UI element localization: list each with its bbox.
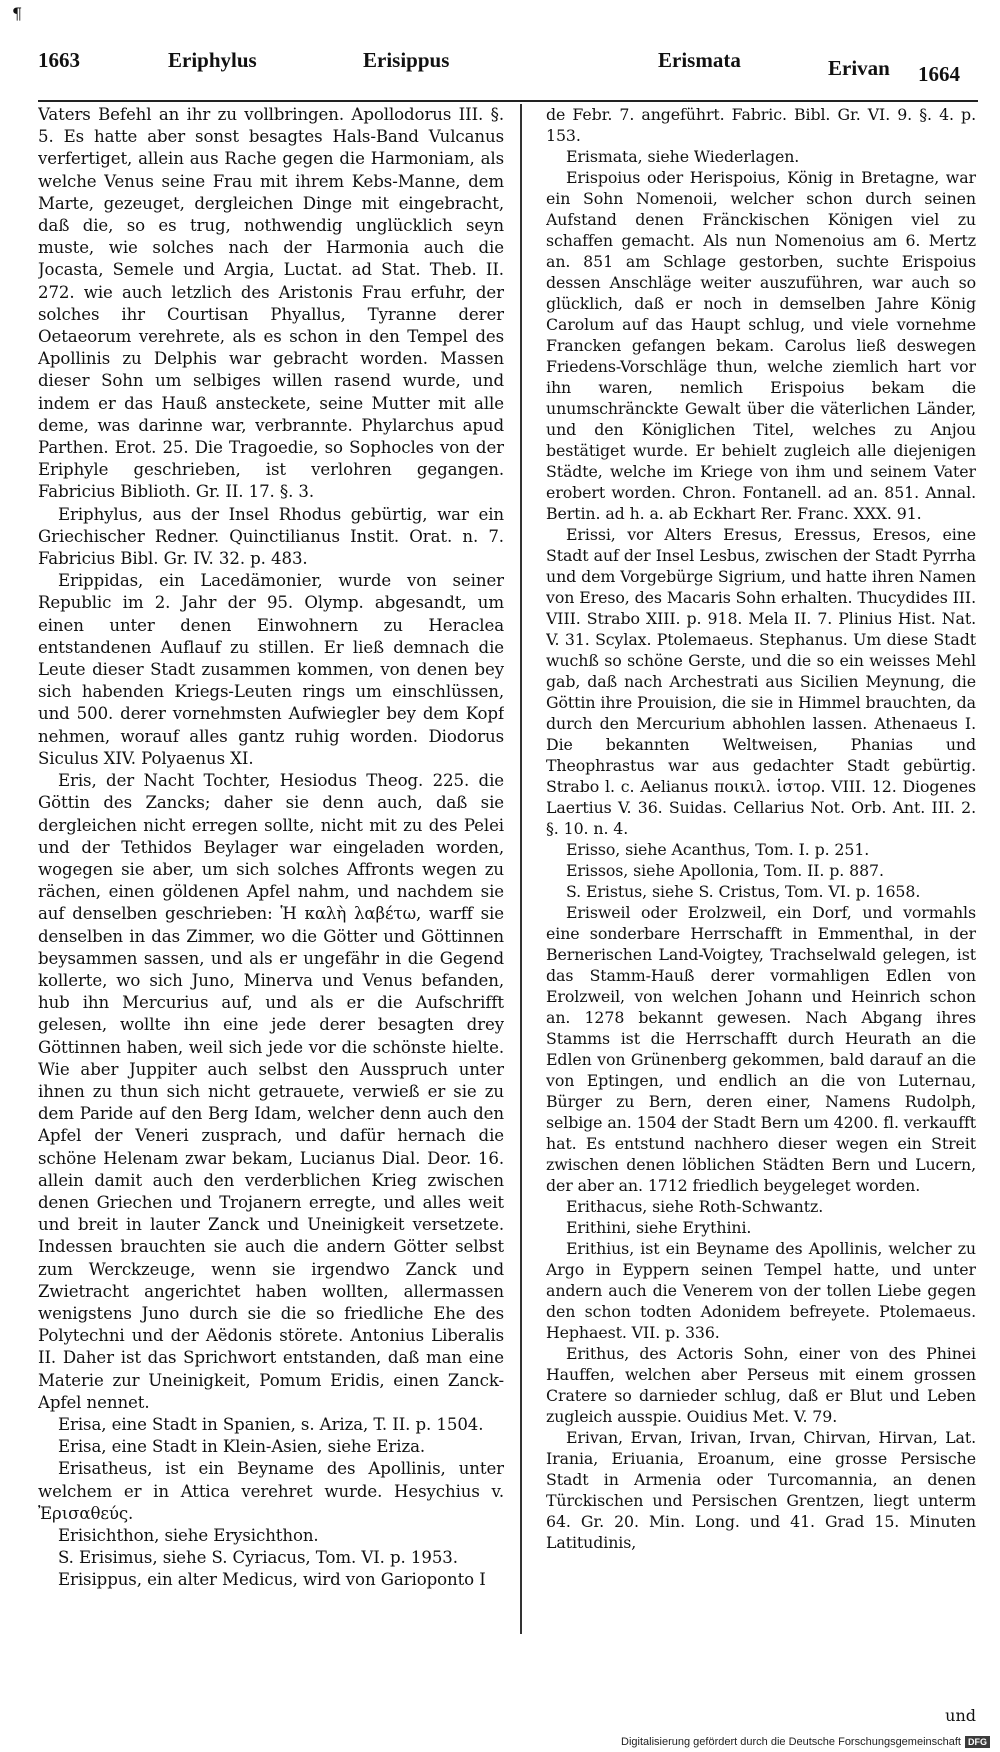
page-number-right: 1664 [918, 62, 960, 86]
header-rule [38, 100, 978, 102]
entry-erisippus: Erisippus, ein alter Medicus, wird von Garioponto I [58, 1570, 486, 1590]
entry-erispoius: Erispoius oder Herispoius, König in Bretagne, war ein Sohn Nomenoii, welcher schon durch seinen Aufstand denen Fränckischen Königen viel zu schaffen gemacht. Als nun Nomenoius am 6. Mertz an. 851 am Schlage gestorben, suchte Erispoius dessen Anschläge weiter auszuführen, war auch so glücklich, daß er noch in demselben Jahre König Carolum auf das Haupt schlug, und viele vornehme Francken gefangen bekam. Carolus ließ deswegen Friedens-Vorschläge thun, welche ziemlich hart vor ihn waren, nemlich Erispoius bekam die unumschränckte Gewalt über die väterlichen Länder, und den Königlichen Titel, welches zu Anjou bestätiget wurde. Er behielt zugleich alle diejenigen Städte, welche im Kriege von ihm und seinem Vater erobert worden. Chron. Fontanell. ad an. 851. Annal. Bertin. ad h. a. ab Eckhart Rer. Franc. XXX. 91. [546, 168, 976, 523]
entry-erithius: Erithius, ist ein Beyname des Apollinis, welcher zu Argo in Eyppern seinen Tempel hatte, und unter andern auch die Venerem von der tollen Liebe gegen den schon todten Adonidem befreyete. Ptolemaeus. Hephaest. VII. p. 336. [546, 1239, 976, 1342]
corner-mark: ¶ [12, 4, 23, 23]
entry-erippidas: Erippidas, ein Lacedämonier, wurde von seiner Republic im 2. Jahr der 95. Olymp. abgesandt, um einen unter denen Einwohnern zu Heraclea entstandenen Auflauf zu stillen. Er ließ demnach die Leute dieser Stadt zusammen kommen, von denen bey sich habenden Kriegs-Leuten rings um einschlüssen, und 500. derer vornehmsten Aufwiegler bey dem Kopf nehmen, worauf alles gantz ruhig worden. Diodorus Siculus XIV. Polyaenus XI. [38, 571, 504, 768]
entry-erissos: Erissos, siehe Apollonia, Tom. II. p. 887. [566, 861, 884, 880]
head-word-left-2: Erisippus [363, 48, 450, 72]
right-column [546, 104, 976, 1700]
entry-erisa-spain: Erisa, eine Stadt in Spanien, s. Ariza, T. II. p. 1504. [58, 1414, 484, 1434]
entry-eriphyle-continuation: Vaters Befehl an ihr zu vollbringen. Apollodorus III. §. 5. Es hatte aber sonst besagtes Hals-Band Vulcanus verfertiget, allein aus Rache gegen die Harmoniam, als welche Venus seine Frau mit ihrem Kebs-Manne, dem Marte, gezeuget, dergleichen Dinge mit eingebracht, daß die, so es trug, nothwendig unglücklich seyn muste, wie solches nach der Harmonia auch die Jocasta, Semele und Argia, Luctat. ad Stat. Theb. II. 272. wie auch letzlich des Aristonis Frau erfuhr, der solches ihr Courtisan Phyallus, Tyranne derer Oetaeorum verehrete, als es schon in den Tempel des Apollinis zu Delphis war gebracht worden. Massen dieser Sohn um selbiges willen rasend wurde, und indem er das Hauß ansteckete, seine Mutter mit alle deme, was darinne war, verbrannte. Phylarchus apud Parthen. Erot. 25. Die Tragoedie, so Sophocles von der Eriphyle geschrieben, ist verlohren gegangen. Fabricius Biblioth. Gr. II. 17. §. 3. [38, 105, 504, 502]
entry-eris: Eris, der Nacht Tochter, Hesiodus Theog. 225. die Göttin des Zancks; daher sie denn auch, daß sie dergleichen nicht erregen sollte, nicht mit zu des Pelei und der Tethidos Beylager war eingeladen worden, wogegen sie aber, um sich solches Affronts wegen zu rächen, einen göldenen Apfel nahm, und nachdem sie auf denselben geschrieben: Ἡ καλὴ λαβέτω, warff sie denselben in das Zimmer, wo die Götter und Göttinnen beysammen sassen, und als er ungefähr in die Gegend kollerte, wo sich Juno, Minerva und Venus befanden, hub ihn Mercurius auf, und als er die Aufschrifft gelesen, wollte ihn eine jede derer besagten drey Göttinnen haben, weil sich jede vor die schönste hielte. Wie aber Juppiter auch selbst den Ausspruch unter ihnen zu thun sich nicht getrauete, verwieß er sie zu dem Paride auf den Berg Idam, welcher denn auch den Apfel der Veneri zusprach, und dafür hernach die schöne Helenam zwar bekam, Lucianus Dial. Deor. 16. allein damit auch den verderblichen Krieg zwischen denen Griechen und Trojanern erregte, und alles weit und breit in lauter Zanck und Uneinigkeit versetzete. Indessen brauchten sie auch die andern Götter selbst zum Werckzeuge, wenn sie irgendwo Zanck und Zwietracht angerichtet haben wollten, allermassen wenigstens Juno durch sie die so friedliche Ehe des Polytechni und der Aëdonis störete. Antonius Liberalis II. Daher ist das Sprichwort entstanden, daß man eine Materie zur Uneinigkeit, Pomum Eridis, einen Zanck-Apfel nennet. [38, 771, 504, 1412]
entry-erisatheus: Erisatheus, ist ein Beyname des Apollinis, unter welchem er in Attica verehret wurde. Hesychius v. Ἐρισαθεύς. [38, 1459, 504, 1523]
entry-erisa-asia: Erisa, eine Stadt in Klein-Asien, siehe Eriza. [58, 1437, 426, 1457]
entry-erithini: Erithini, siehe Erythini. [566, 1218, 752, 1237]
catchword: und [945, 1706, 976, 1725]
dfg-logo: DFG [965, 1736, 990, 1748]
digitization-footer [621, 1736, 990, 1748]
left-column [38, 104, 504, 1700]
entry-erissi: Erissi, vor Alters Eresus, Eressus, Eresos, eine Stadt auf der Insel Lesbus, zwischen der Stadt Pyrrha und dem Vorgebürge Sigrium, und hatte ihren Namen von Ereso, des Macaris Sohn erhalten. Thucydides III. VIII. Strabo XIII. p. 918. Mela II. 7. Plinius Hist. Nat. V. 31. Scylax. Ptolemaeus. Stephanus. Um diese Stadt wuchß so schöne Gerste, und die so ein weisses Mehl gab, daß nach Archestrati aus Sicilien Meynung, die Göttin ihre Prouision, die sie in Himmel brauchten, da durch den Mercurium abhohlen lassen. Athenaeus I. Die bekannten Weltweisen, Phanias und Theophrastus war aus gedachter Stadt gebürtig. Strabo l. c. Aelianus ποικιλ. ἱστορ. VIII. 12. Diogenes Laertius V. 36. Suidas. Cellarius Not. Orb. Ant. III. 2. §. 10. n. 4. [546, 525, 976, 838]
entry-erisippus-continuation: de Febr. 7. angeführt. Fabric. Bibl. Gr. VI. 9. §. 4. p. 153. [546, 105, 976, 145]
entry-erismata: Erismata, siehe Wiederlagen. [566, 147, 800, 166]
entry-eriphylus: Eriphylus, aus der Insel Rhodus gebürtig, war ein Griechischer Redner. Quinctilianus Instit. Orat. n. 7. Fabricius Bibl. Gr. IV. 32. p. 483. [38, 504, 504, 569]
entry-erisso: Erisso, siehe Acanthus, Tom. I. p. 251. [566, 840, 870, 859]
entry-erisichthon: Erisichthon, siehe Erysichthon. [58, 1526, 319, 1545]
entry-erithus: Erithus, des Actoris Sohn, einer von des Phinei Hauffen, welchen aber Perseus mit einem grossen Cratere so darnieder schlug, daß er Blut und Leben zugleich ausspie. Ouidius Met. V. 79. [546, 1344, 976, 1426]
entry-erithacus: Erithacus, siehe Roth-Schwantz. [566, 1197, 824, 1216]
head-word-right-2: Erivan [828, 56, 890, 80]
entry-s-erisimus: S. Erisimus, siehe S. Cyriacus, Tom. VI. p. 1953. [58, 1548, 458, 1568]
entry-s-eristus: S. Eristus, siehe S. Cristus, Tom. VI. p. 1658. [566, 882, 921, 901]
running-header [38, 48, 978, 98]
page-number-left: 1663 [38, 48, 80, 72]
head-word-right-1: Erismata [658, 48, 741, 72]
head-word-left-1: Eriphylus [168, 48, 257, 72]
entry-erivan: Erivan, Ervan, Irivan, Irvan, Chirvan, Hirvan, Lat. Irania, Eriuania, Eroanum, eine grosse Persische Stadt in Armenia oder Turcomannia, an denen Türckischen und Persischen Grentzen, liegt unterm 64. Gr. 20. Min. Long. und 41. Grad 15. Minuten Latitudinis, [546, 1428, 976, 1552]
entry-erisweil: Erisweil oder Erolzweil, ein Dorf, und vormahls eine sonderbare Herrschafft in Emmenthal, in der Bernerischen Land-Voigtey, Trachselwald gelegen, ist das Stamm-Hauß derer vormahligen Edlen von Erolzweil, von welchen Johann und Heinrich schon an. 1278 bekannt gewesen. Nach Abgang ihres Stamms ist die Herrschafft durch Heurath an die Edlen von Grünenberg gekommen, bald darauf an die von Eptingen, und endlich an die von Luternau, Bürger zu Bern, deren einer, Namens Rudolph, selbige an. 1504 der Stadt Bern um 4200. fl. verkaufft hat. Es entstund nachhero dieser wegen ein Streit zwischen denen löblichen Städten Bern und Lucern, der aber an. 1712 friedlich beygeleget worden. [546, 903, 976, 1195]
column-divider [520, 104, 522, 1634]
footer-text: Digitalisierung gefördert durch die Deutsche Forschungsgemeinschaft [621, 1736, 961, 1748]
